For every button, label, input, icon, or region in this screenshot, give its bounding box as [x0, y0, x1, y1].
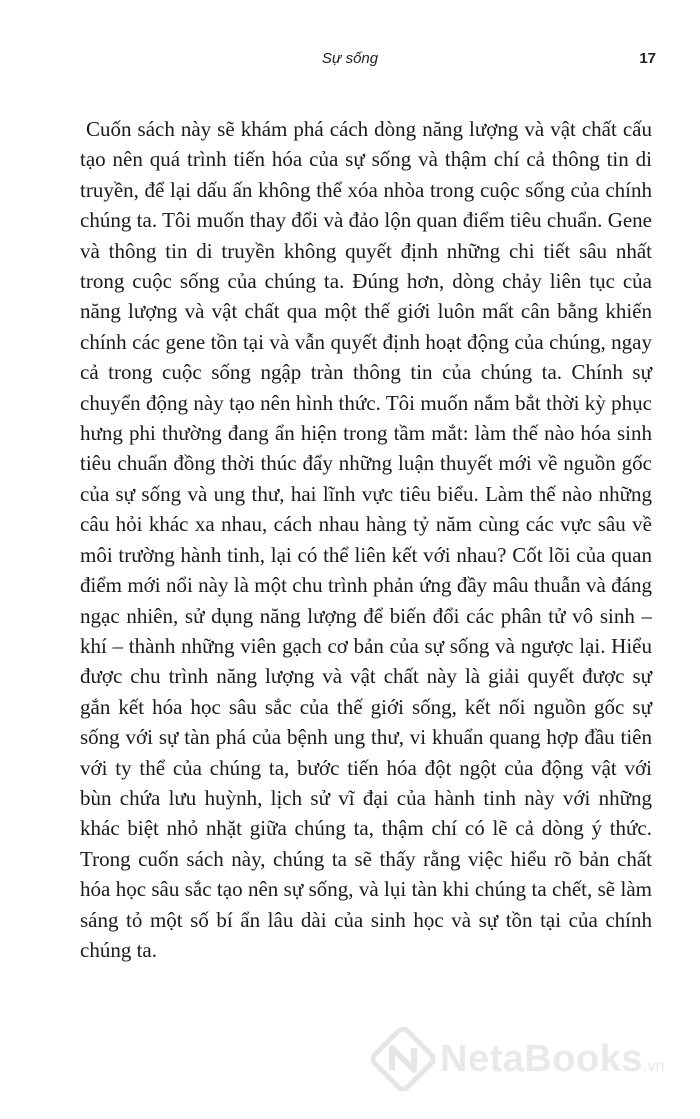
watermark [370, 1022, 686, 1098]
page-header [0, 44, 700, 74]
page-number: 17 [639, 50, 656, 67]
watermark-text [440, 1038, 664, 1081]
watermark-brand: NetaBooks [440, 1038, 643, 1080]
running-head: Sự sống [321, 50, 379, 67]
netabooks-logo-icon [370, 1026, 436, 1092]
body-paragraph: Cuốn sách này sẽ khám phá cách dòng năng lượng và vật chất cấu tạo nên quá trình tiến hóa của sự sống và thậm chí cả thông tin di truyền, để lại dấu ấn không thể xóa nhòa trong cuộc sống của chính chúng ta. Tôi muốn thay đổi và đảo lộn quan điểm tiêu chuẩn. Gene và thông tin di truyền không quyết định những chi tiết sâu nhất trong cuộc sống của chúng ta. Đúng hơn, dòng chảy liên tục của năng lượng và vật chất qua một thế giới luôn mất cân bằng khiến chính các gene tồn tại và vẫn quyết định hoạt động của chúng, ngay cả trong cuộc sống ngập tràn thông tin của chúng ta. Chính sự chuyển động này tạo nên hình thức. Tôi muốn nắm bắt thời kỳ phục hưng phi thường đang ẩn hiện trong tầm mắt: làm thế nào hóa sinh tiêu chuẩn đồng thời thúc đẩy những luận thuyết mới về nguồn gốc của sự sống và ung thư, hai lĩnh vực tiêu biểu. Làm thế nào những câu hỏi khác xa nhau, cách nhau hàng tỷ năm cùng các vực sâu về môi trường hành tinh, lại có thể liên kết với nhau? Cốt lõi của quan điểm mới nổi này là một chu trình phản ứng đầy mâu thuẫn và đáng ngạc nhiên, sử dụng năng lượng để biến đổi các phân tử vô sinh – khí – thành những viên gạch cơ bản của sự sống và ngược lại. Hiểu được chu trình năng lượng và vật chất này là giải quyết được sự gắn kết hóa học sâu sắc của thế giới sống, kết nối nguồn gốc sự sống với sự tàn phá của bệnh ung thư, vi khuẩn quang hợp đầu tiên với ty thể của chúng ta, bước tiến hóa đột ngột của động vật với bùn chứa lưu huỳnh, lịch sử vĩ đại của hành tinh này với những khác biệt nhỏ nhặt giữa chúng ta, thậm chí có lẽ cả dòng ý thức. Trong cuốn sách này, chúng ta sẽ thấy rằng việc hiểu rõ bản chất hóa học sâu sắc tạo nên sự sống, và lụi tàn khi chúng ta chết, sẽ làm sáng tỏ một số bí ẩn lâu dài của sinh học và sự tồn tại của chính chúng ta. [80, 117, 652, 962]
watermark-tld: .vn [643, 1058, 665, 1075]
